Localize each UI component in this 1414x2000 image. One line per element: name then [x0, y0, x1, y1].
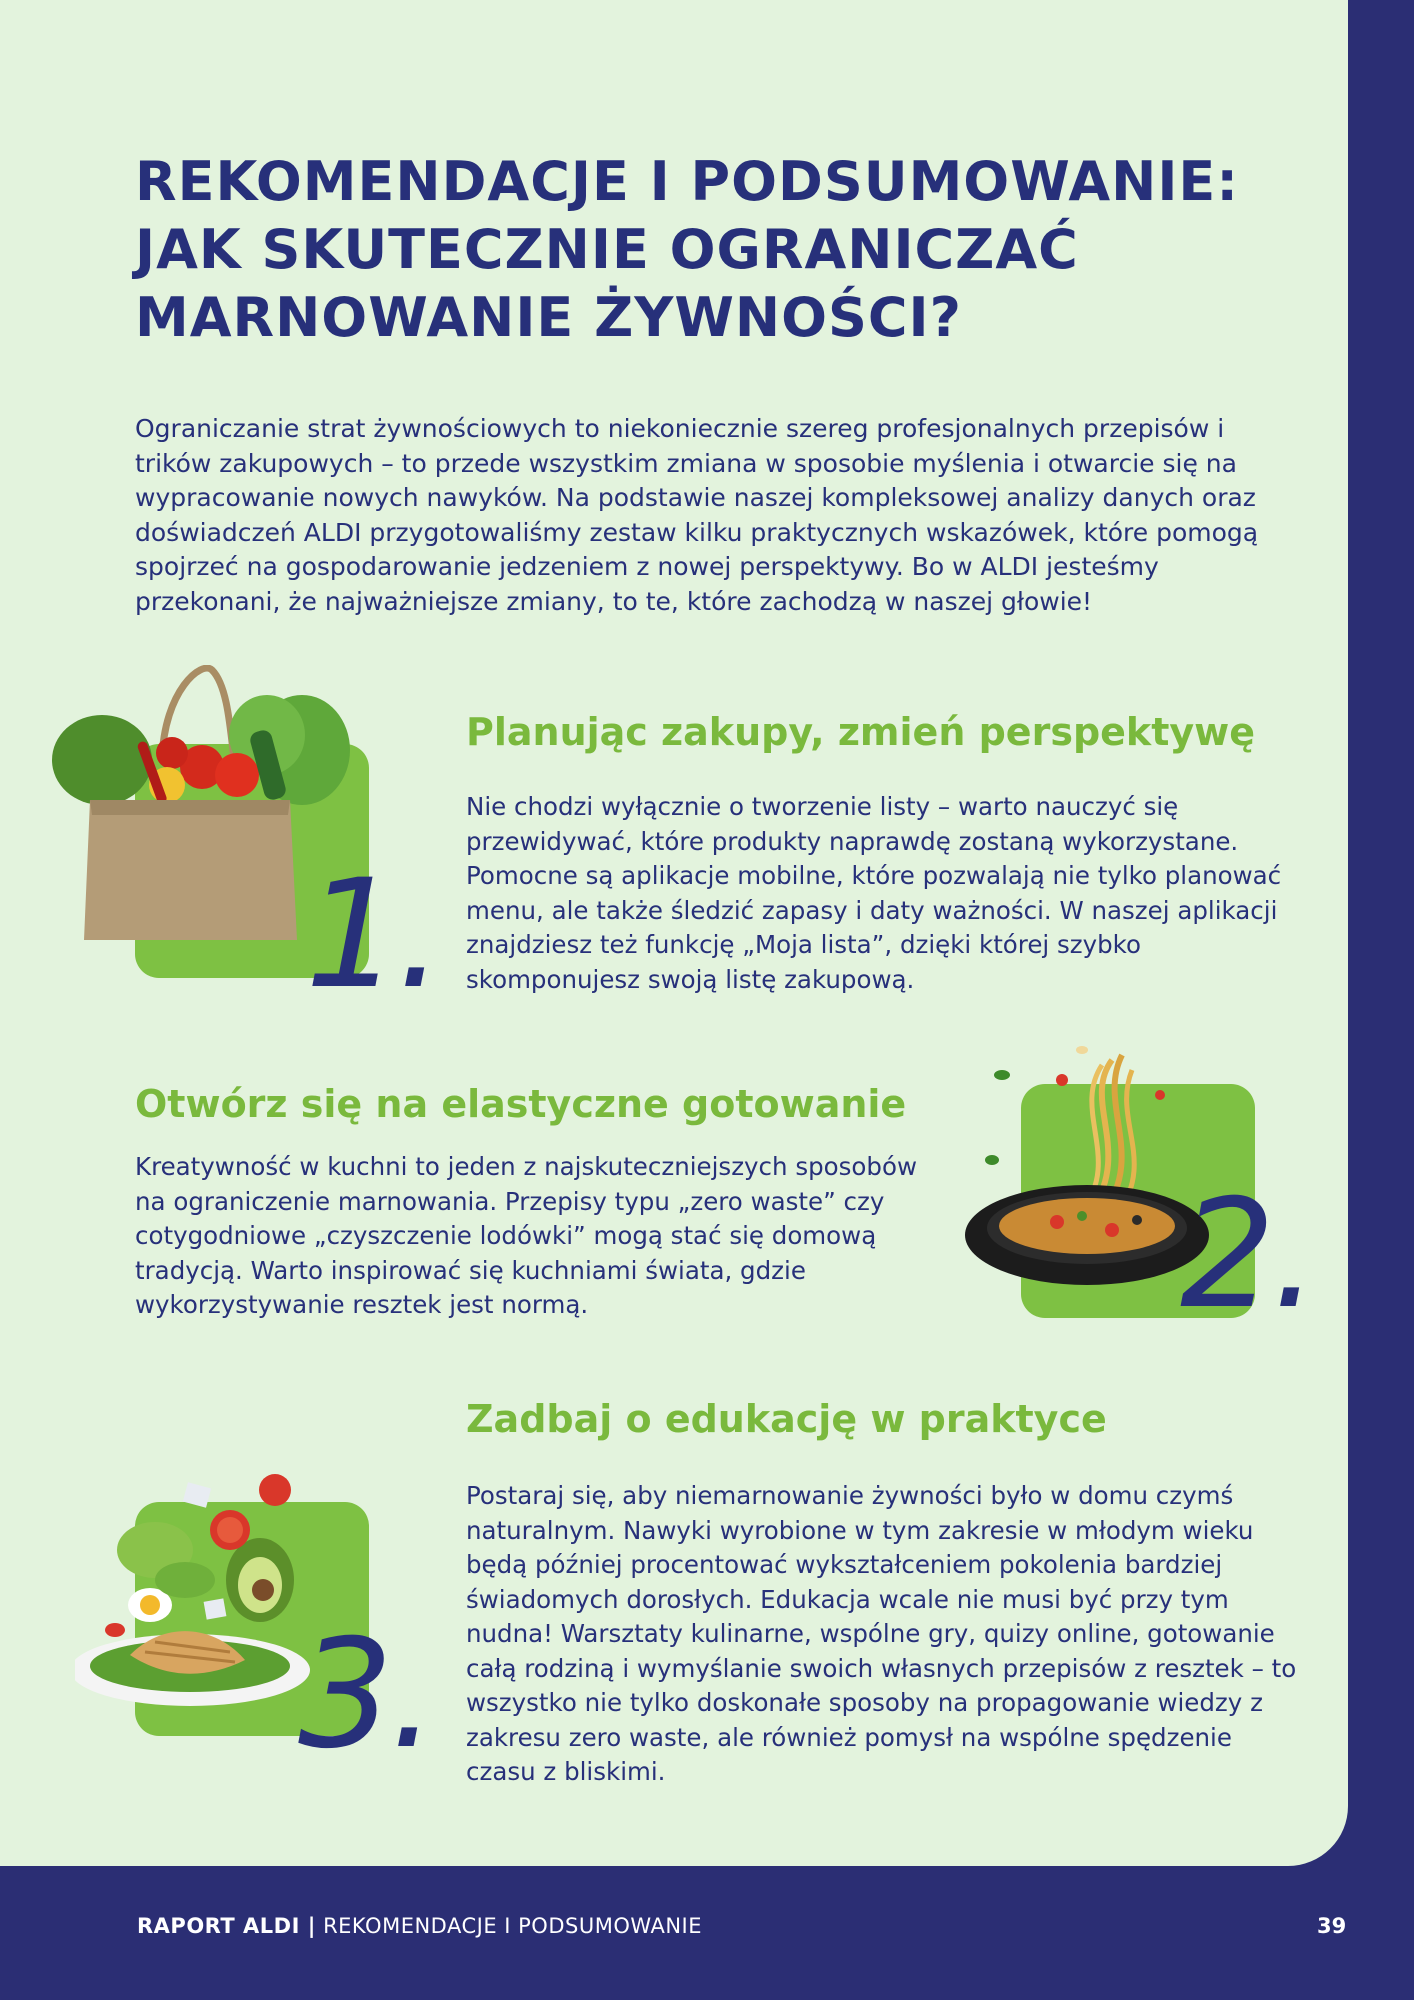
section-1-number: 1.	[305, 848, 441, 1022]
section-2-title: Otwórz się na elastyczne gotowanie	[135, 1082, 907, 1126]
page-number: 39	[1317, 1914, 1347, 1938]
footer-section: REKOMENDACJE I PODSUMOWANIE	[315, 1914, 703, 1938]
salad-plate-icon	[75, 1430, 335, 1720]
page-title: REKOMENDACJE I PODSUMOWANIE: JAK SKUTECZNIE OGRANICZAĆ MARNOWANIE ŻYWNOŚCI?	[135, 150, 1239, 349]
section-3-number: 3.	[298, 1608, 434, 1782]
section-3-body: Postaraj się, aby niemarnowanie żywności było w domu czymś naturalnym. Nawyki wyrobione w tym zakresie w młodym wieku będą później procentować wykształceniem pokolenia bardziej świadomych dorosłych. Edukacja wcale nie musi być przy tym nudna! Warsztaty kulinarne, wspólne gry, quizy online, gotowanie całą rodziną i wymyślanie swoich własnych przepisów z resztek – to wszystko nie tylko doskonałe sposoby na propagowanie wiedzy z zakresu zero waste, ale również pomysł na wspólne spędzenie czasu z bliskimi.	[466, 1481, 1297, 1786]
footer-label	[137, 1913, 702, 1939]
section-1-title: Planując zakupy, zmień perspektywę	[466, 710, 1256, 754]
section-2-body: Kreatywność w kuchni to jeden z najskuteczniejszych sposobów na ograniczenie marnowania. Przepisy typu „zero waste” czy cotygodniowe „czyszczenie lodówki” mogą stać się domową tradycją. Warto inspirować się kuchniami świata, gdzie wykorzystywanie resztek jest normą.	[135, 1152, 917, 1319]
section-3-title: Zadbaj o edukację w praktyce	[466, 1397, 1107, 1441]
footer-brand: RAPORT ALDI |	[137, 1914, 316, 1938]
section-1-body: Nie chodzi wyłącznie o tworzenie listy – warto nauczyć się przewidywać, które produkty naprawdę zostaną wykorzystane. Pomocne są aplikacje mobilne, które pozwalają nie tylko planować menu, ale także śledzić zapasy i daty ważności. W naszej aplikacji znajdziesz też funkcję „Moja lista”, dzięki której szybko skomponujesz swoją listę zakupową.	[466, 792, 1282, 994]
intro-paragraph: Ograniczanie strat żywnościowych to niekoniecznie szereg profesjonalnych przepisów i trików zakupowych – to przede wszystkim zmiana w sposobie myślenia i otwarcie się na wypracowanie nowych nawyków. Na podstawie naszej kompleksowej analizy danych oraz doświadczeń ALDI przygotowaliśmy zestaw kilku praktycznych wskazówek, które pomogą spojrzeć na gospodarowanie jedzeniem z nowej perspektywy. Bo w ALDI jesteśmy przekonani, że najważniejsze zmiany, to te, które zachodzą w naszej głowie!	[135, 414, 1259, 616]
section-2-number: 2.	[1180, 1168, 1316, 1342]
